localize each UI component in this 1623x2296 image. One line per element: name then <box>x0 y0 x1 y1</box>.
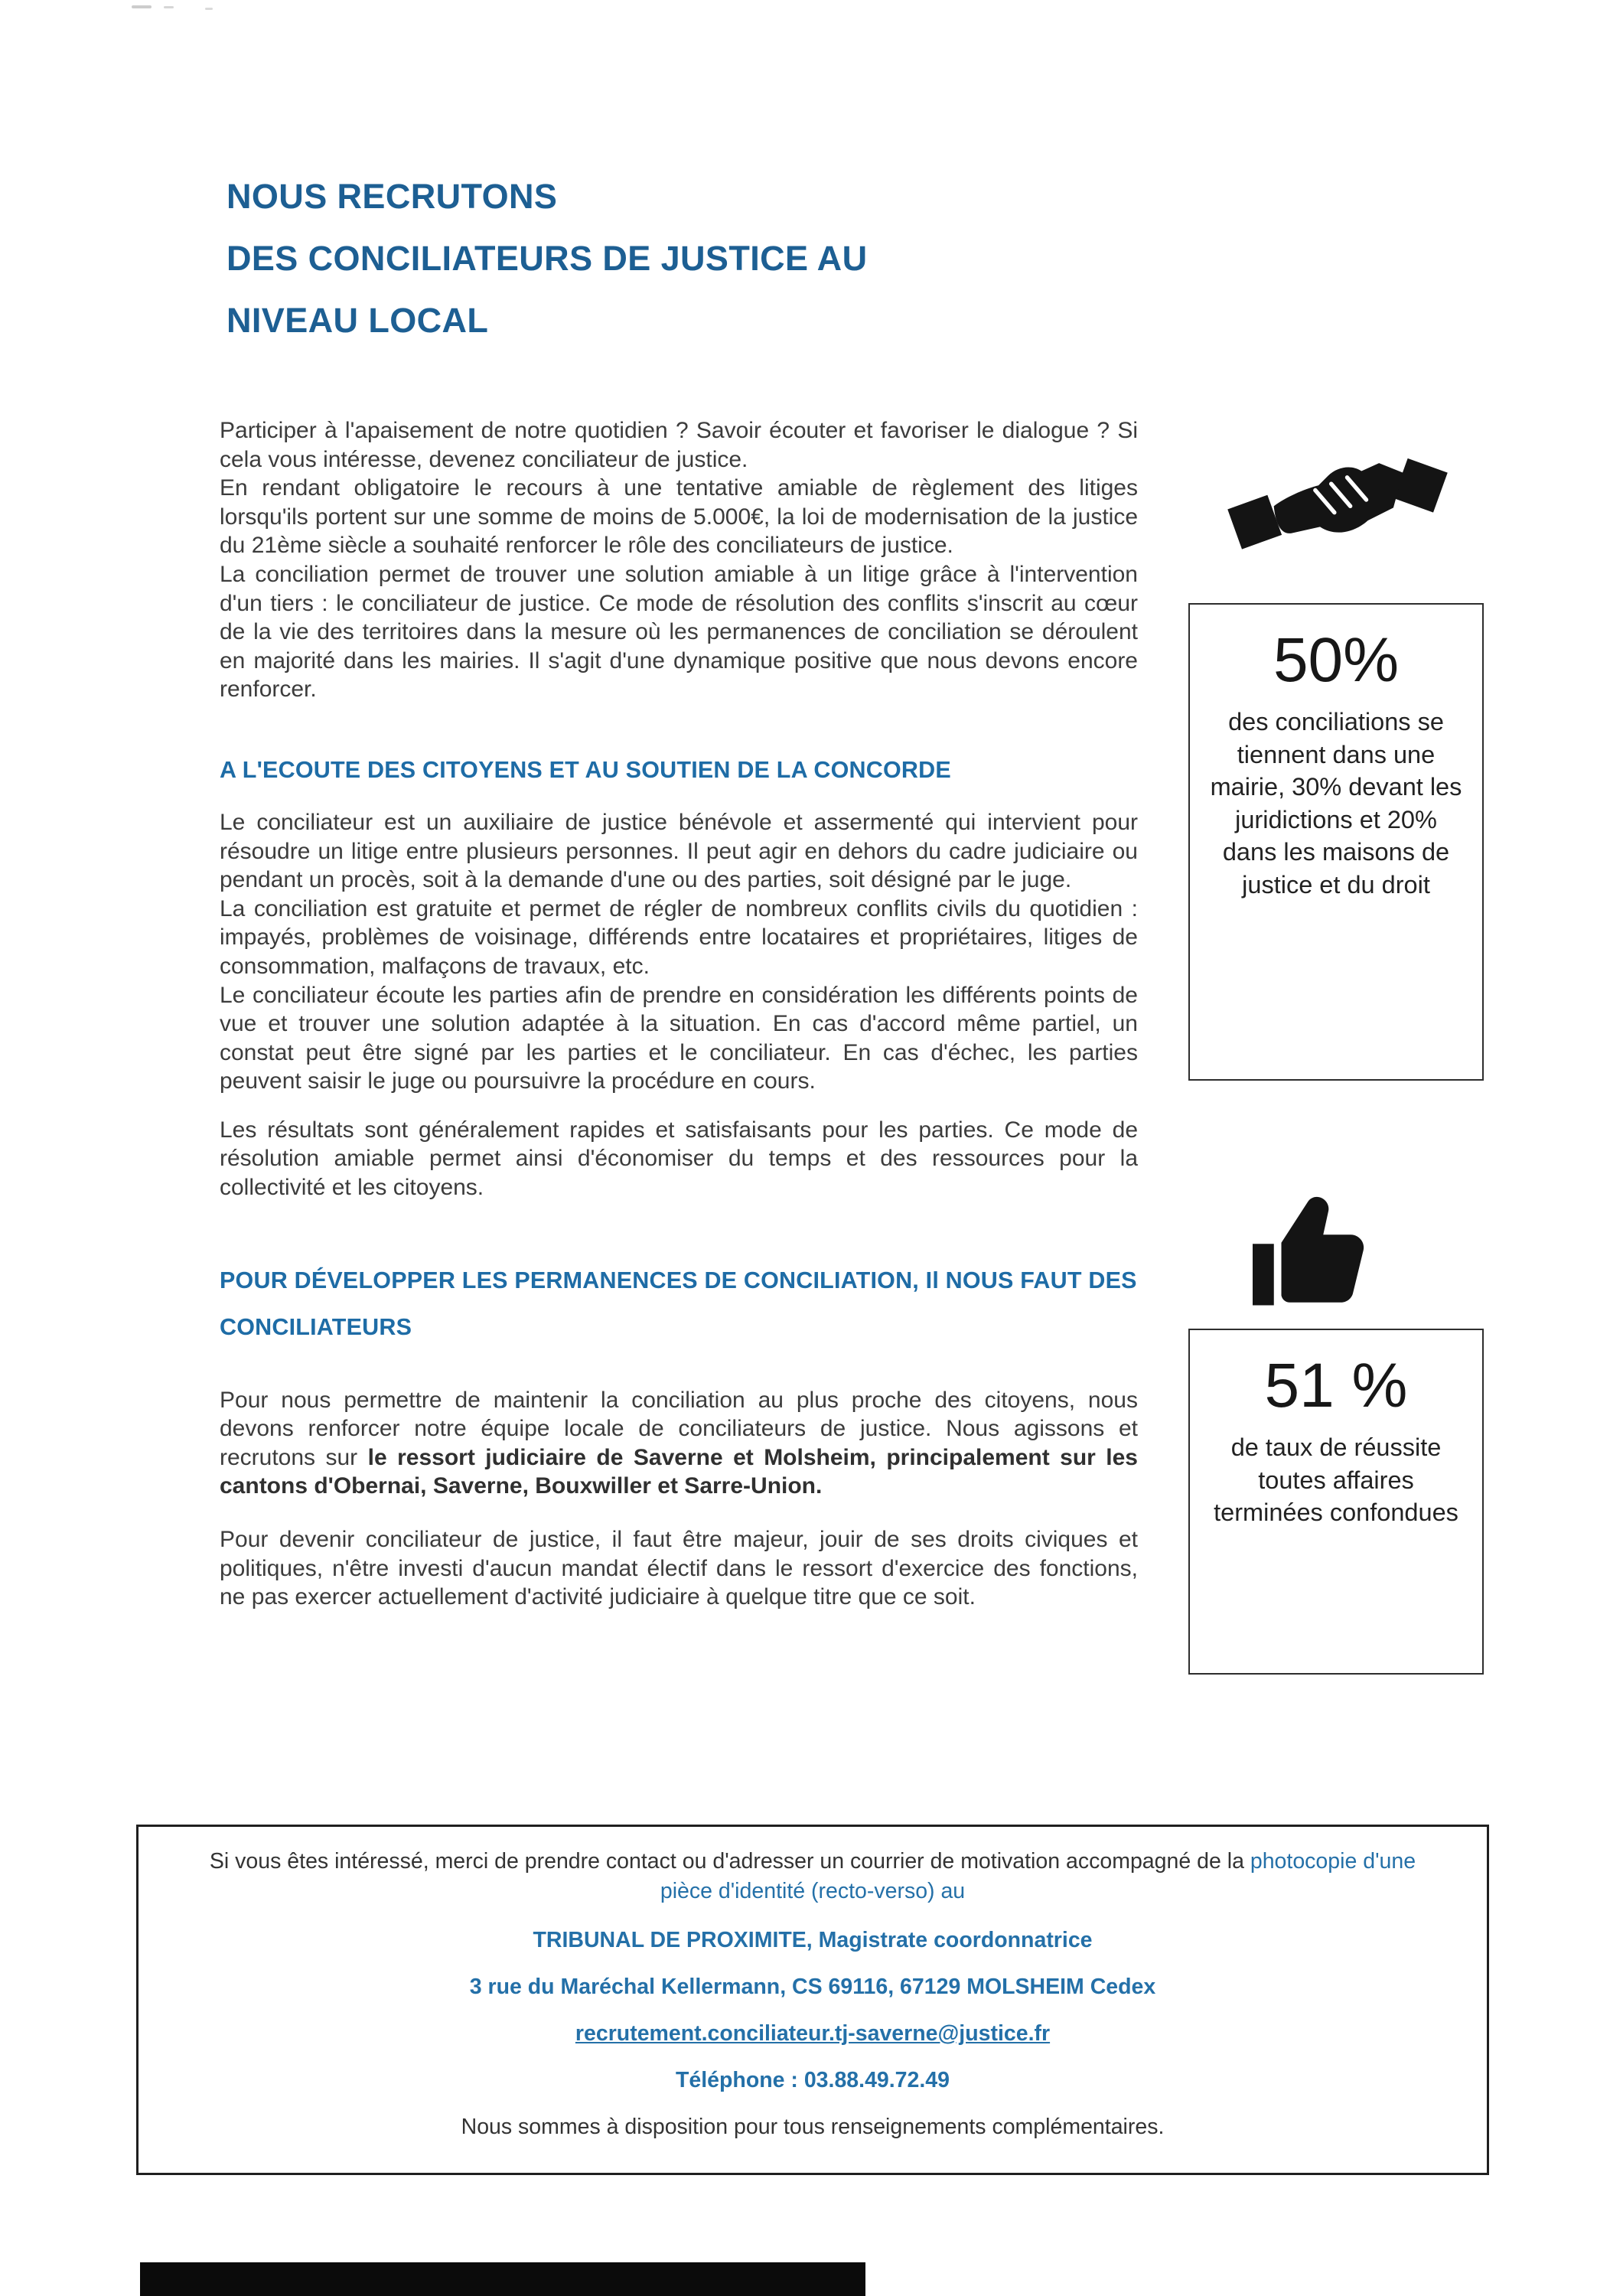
stat-description-conciliations: des conciliations se tiennent dans une mairie, 30% devant les juridictions et 20% dans les maisons de justice et du droit <box>1210 708 1462 899</box>
scan-artifact <box>205 8 213 10</box>
contact-address: 3 rue du Maréchal Kellermann, CS 69116, 67129 MOLSHEIM Cedex <box>469 1975 1156 1999</box>
stat-description-reussite: de taux de réussite toutes affaires terminées confondues <box>1214 1433 1458 1527</box>
contact-phone: Téléphone : 03.88.49.72.49 <box>675 2068 950 2092</box>
ecoute-paragraph-2: La conciliation est gratuite et permet de régler de nombreux conflits civils du quotidien : impayés, problèmes de voisinage, différends entre locataires et propriétaires, litiges de consommation, malfaçons de travaux, etc. <box>220 895 1138 979</box>
intro-paragraph-1: Participer à l'apaisement de notre quotidien ? Savoir écouter et favoriser le dialogue ? Si cela vous intéresse, devenez conciliateur de justice. <box>220 418 1138 472</box>
conditions-paragraph: Pour devenir conciliateur de justice, il faut être majeur, jouir de ses droits civiques et politiques, n'être investi d'aucun mandat électif dans le ressort d'exercice des fonctions, ne pas exercer actuellement d'activité judiciaire à quelque titre que ce soit. <box>220 1527 1138 1610</box>
intro-paragraph-2: En rendant obligatoire le recours à une tentative amiable de règlement des litiges lorsqu'ils portent sur une somme de moins de 5.000€, la loi de modernisation de la justice du 21ème siècle a souhaité renforcer le rôle des conciliateurs de justice. <box>220 475 1138 559</box>
stat-box-reussite <box>1188 1329 1484 1675</box>
handshake-icon <box>1223 442 1452 557</box>
contact-intro-dark: Si vous êtes intéressé, merci de prendre contact ou d'adresser un courrier de motivation accompagné de la <box>209 1849 1244 1874</box>
contact-email-row <box>192 2020 1433 2047</box>
recruitment-area-paragraph <box>220 1386 1138 1501</box>
ecoute-paragraph-4: Les résultats sont généralement rapides et satisfaisants pour les parties. Ce mode de résolution amiable permet ainsi d'économiser du temps et des ressources pour la collectivité et les citoyens. <box>220 1117 1138 1201</box>
scan-artifact-bottom-bar <box>140 2262 865 2296</box>
title-line-3: NIVEAU LOCAL <box>227 301 489 340</box>
body-text-column <box>220 416 1138 1612</box>
scan-artifact <box>132 5 152 8</box>
page-title <box>227 165 1145 351</box>
recruitment-text: Pour nous permettre de maintenir la conciliation au plus proche des citoyens, nous devons renforcer notre équipe locale de conciliateurs de justice. Nous agissons et recrutons sur <box>220 1387 1138 1470</box>
contact-tribunal: TRIBUNAL DE PROXIMITE, Magistrate coordonnatrice <box>533 1928 1093 1952</box>
recruitment-area-bold: le ressort judiciaire de Saverne et Molsheim, principalement sur les cantons d'Obernai, Saverne, Bouxwiller et Sarre-Union. <box>220 1444 1138 1499</box>
contact-box <box>136 1825 1489 2175</box>
contact-email-link[interactable]: recrutement.conciliateur.tj-saverne@justice.fr <box>575 2021 1051 2046</box>
section-heading-developper: POUR DÉVELOPPER LES PERMANENCES DE CONCILIATION, Il NOUS FAUT DES CONCILIATEURS <box>220 1267 1137 1340</box>
ecoute-paragraph-3: Le conciliateur écoute les parties afin de prendre en considération les différents points de vue et trouver une solution adaptée à la situation. En cas d'accord même partiel, un constat peut être signé par les parties et le conciliateur. En cas d'échec, les parties peuvent saisir le juge ou poursuivre la procédure en cours. <box>220 982 1138 1094</box>
thumbs-up-icon <box>1241 1185 1383 1322</box>
contact-intro-blue: photocopie d'une pièce d'identité (recto-verso) au <box>660 1849 1416 1903</box>
stat-box-conciliations <box>1188 603 1484 1081</box>
contact-footer: Nous sommes à disposition pour tous renseignements complémentaires. <box>461 2115 1165 2139</box>
stat-value-50: 50% <box>1273 625 1400 695</box>
ecoute-paragraph-1: Le conciliateur est un auxiliaire de justice bénévole et assermenté qui intervient pour résoudre un litige entre plusieurs personnes. Il peut agir en dehors du cadre judiciaire ou pendant un procès, soit à la demande d'une ou des parties, soit désigné par le juge. <box>220 809 1138 893</box>
contact-intro <box>192 1847 1433 1906</box>
title-line-1: NOUS RECRUTONS <box>227 177 558 216</box>
section-heading-ecoute: A L'ECOUTE DES CITOYENS ET AU SOUTIEN DE LA CONCORDE <box>220 756 951 783</box>
scan-artifact <box>164 6 174 8</box>
title-line-2: DES CONCILIATEURS DE JUSTICE AU <box>227 239 868 278</box>
intro-paragraph-3: La conciliation permet de trouver une solution amiable à un litige grâce à l'intervention d'un tiers : le conciliateur de justice. Ce mode de résolution des conflits s'inscrit au cœur de la vie des territoires dans la mesure où les permanences de conciliation se déroulent en majorité dans les mairies. Il s'agit d'une dynamique positive que nous devons encore renforcer. <box>220 561 1138 703</box>
stat-value-51: 51 % <box>1264 1351 1408 1420</box>
